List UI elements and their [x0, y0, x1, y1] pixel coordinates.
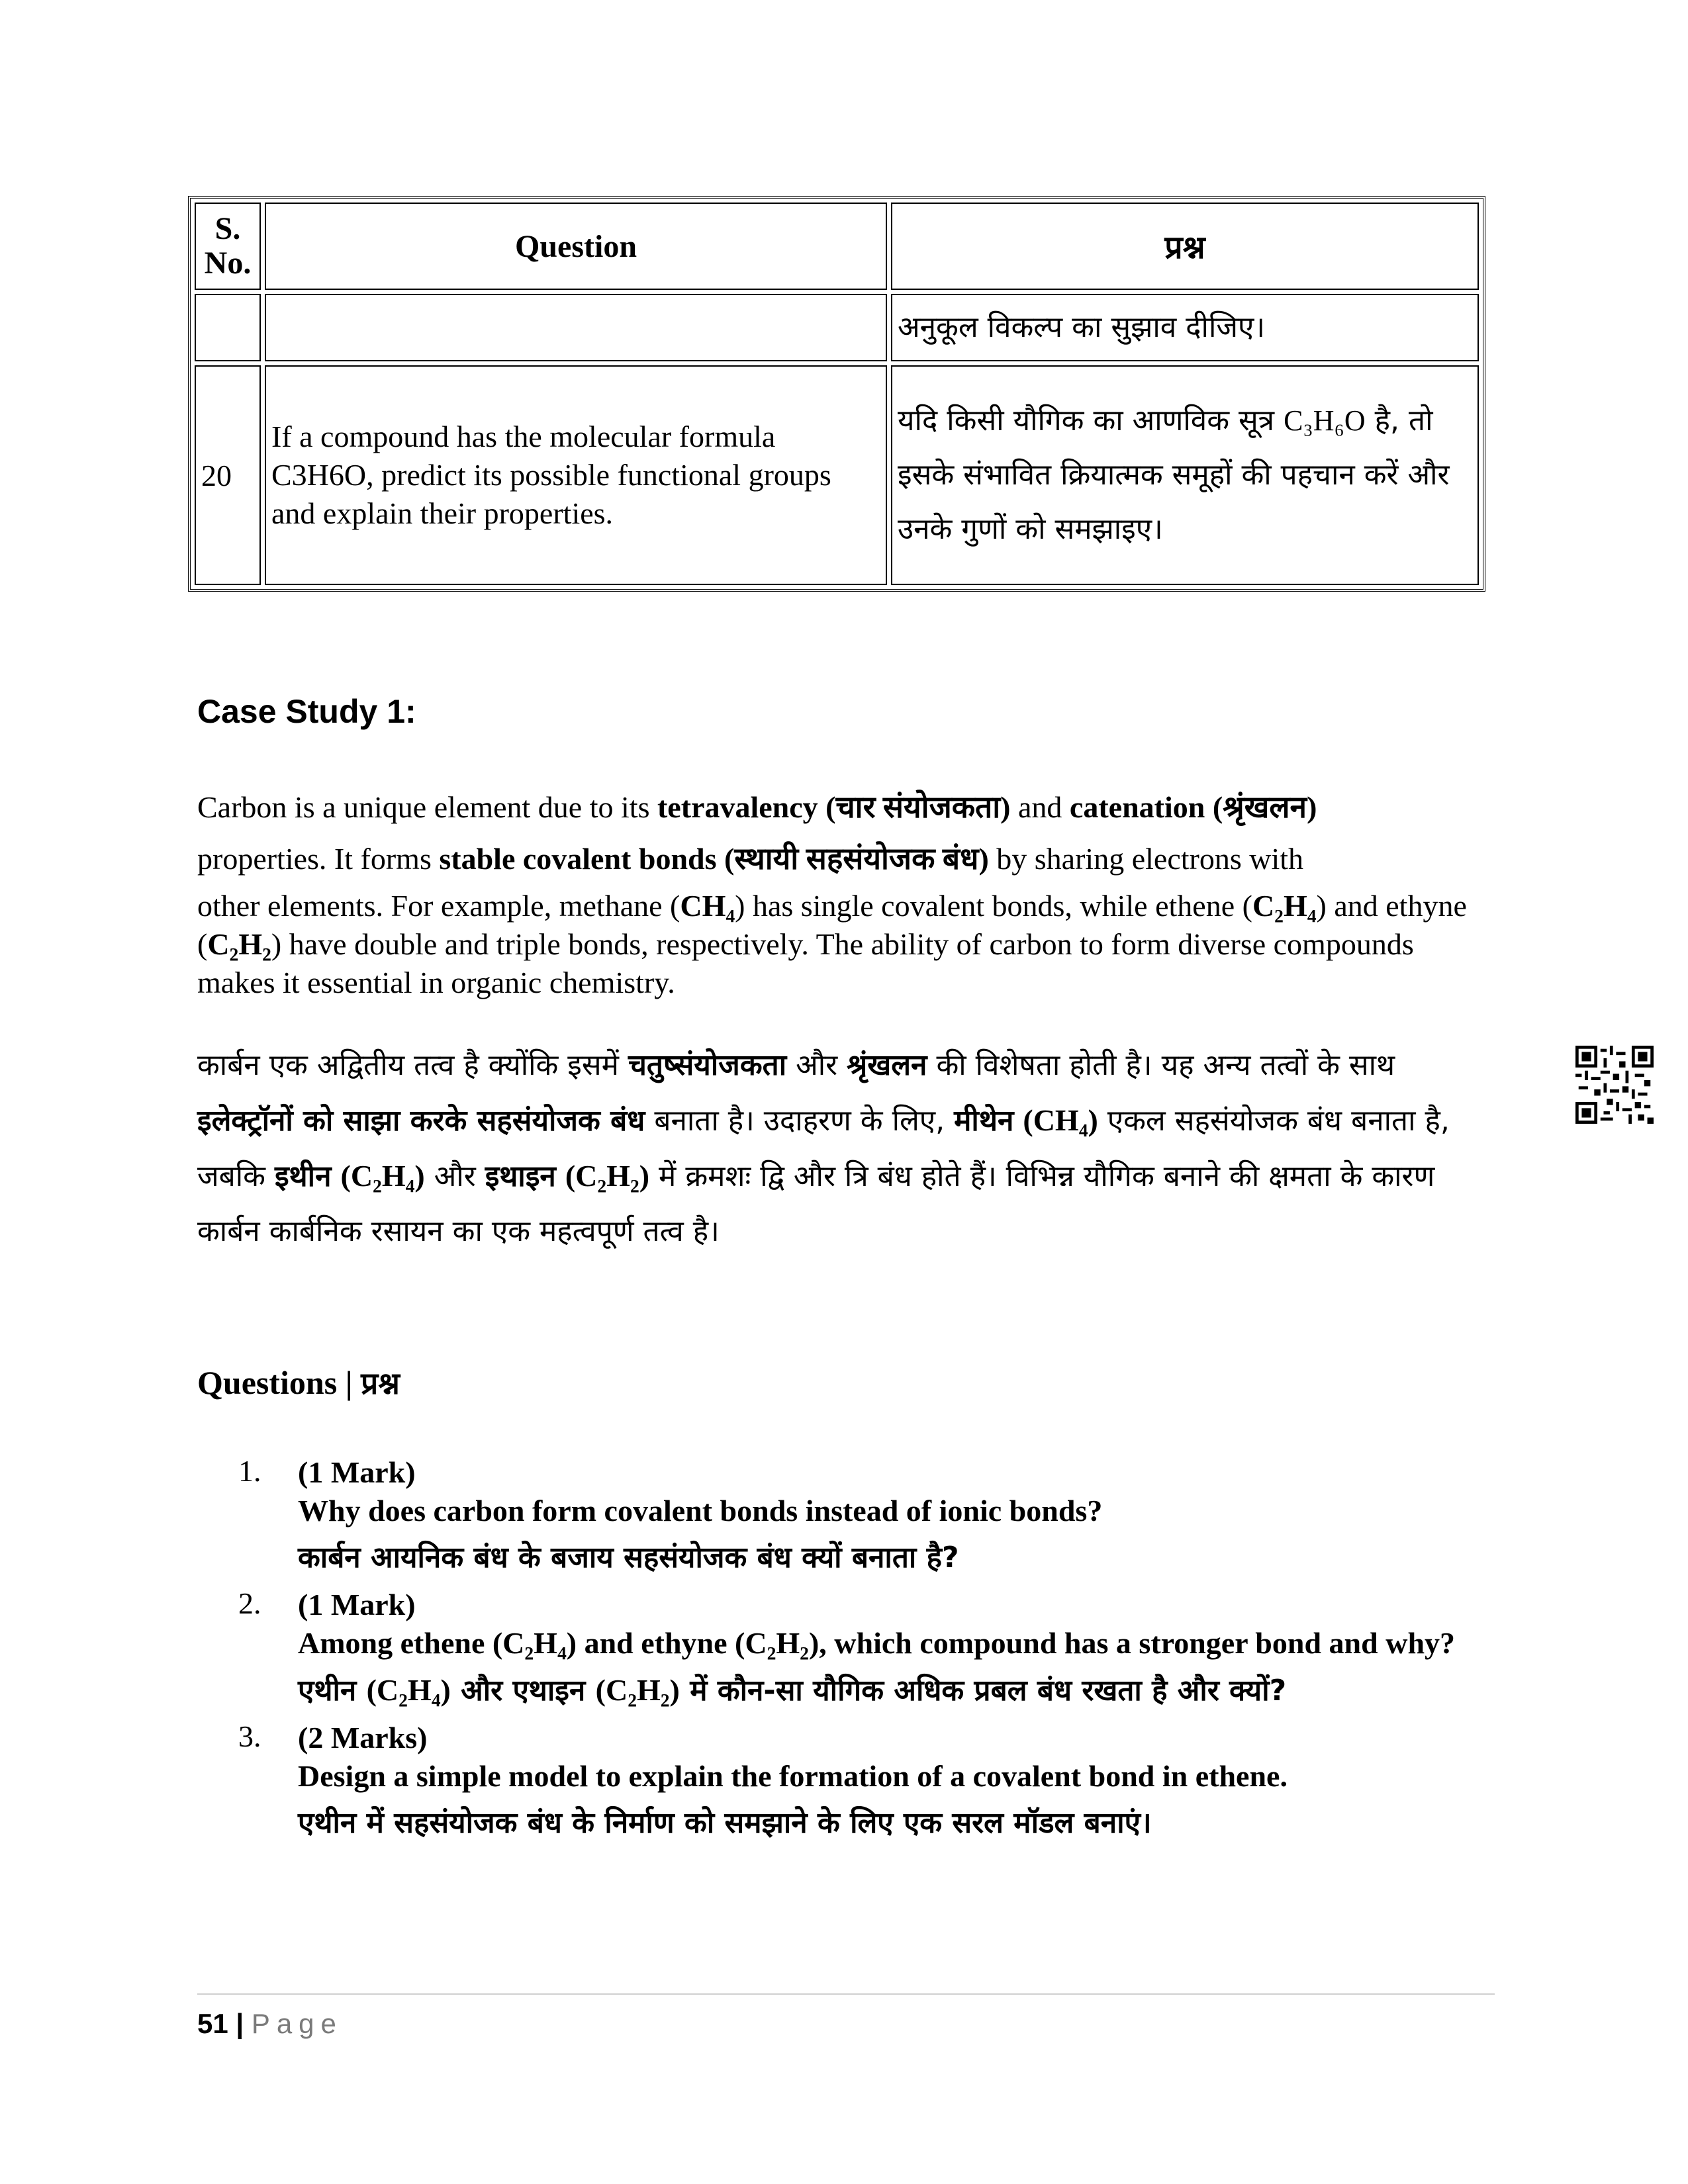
row1-prashn: अनुकूल विकल्प का सुझाव दीजिए। [891, 294, 1479, 361]
case-study-english-paragraph [197, 784, 1495, 1002]
hi-bold: इथाइन [485, 1160, 556, 1193]
row2-prashn [891, 365, 1479, 585]
header-sno: S. No. [195, 203, 261, 290]
en-text: other elements. For example, methane ( [197, 889, 680, 923]
table-header-row [195, 203, 1479, 290]
question-hindi [298, 1662, 1496, 1719]
row2-prashn-formula: C₃H₆O [1284, 404, 1366, 437]
en-text: and [1010, 790, 1070, 824]
question-hindi: एथीन में सहसंयोजक बंध के निर्माण को समझाने के लिए एक सरल मॉडल बनाएं। [298, 1806, 1152, 1840]
hi-text: की विशेषता होती है। यह अन्य तत्वों के साथ [927, 1048, 1395, 1082]
hi-formula: (C₂H₂) [565, 1159, 650, 1193]
en-text: ) has single covalent bonds, while ethene ( [735, 889, 1252, 923]
question-hindi-part: एथीन [298, 1674, 357, 1707]
en-bold-covalent [439, 842, 988, 876]
page-number: 51 [197, 2008, 228, 2039]
footer-separator: | [228, 2008, 252, 2039]
list-item [238, 1453, 1496, 1586]
row2-prashn-pre: यदि किसी यौगिक का आणविक सूत्र [898, 404, 1275, 437]
en-text: ) and ethyne ( [197, 889, 1467, 961]
qr-code [1575, 1046, 1654, 1124]
question-marks: (1 Mark) [298, 1455, 416, 1489]
question-marks: (2 Marks) [298, 1721, 428, 1754]
page-footer [197, 2008, 343, 2040]
hi-bold: इलेक्ट्रॉनों को साझा करके सहसंयोजक बंध [197, 1104, 645, 1138]
en-formula-c2h2: C₂H₂ [207, 927, 271, 961]
question-table [188, 196, 1485, 592]
questions-heading [197, 1362, 400, 1403]
case-study-hindi-paragraph [197, 1038, 1495, 1259]
row1-question [265, 294, 887, 361]
en-formula-ch4: CH₄ [680, 889, 735, 923]
header-prashn: प्रश्न [891, 203, 1479, 290]
hi-text: में क्रमशः द्वि और त्रि बंध होते हैं। विभिन्न यौगिक बनाने की क्षमता के कारण कार्बन कार्बनिक रसायन का एक महत्वपूर्ण तत्व है। [197, 1160, 1435, 1248]
question-number: 1. [238, 1454, 261, 1488]
en-formula-c2h4: C₂H₄ [1252, 889, 1317, 923]
question-english: Why does carbon form covalent bonds instead of ionic bonds? [298, 1494, 1103, 1527]
row1-sno [195, 294, 261, 361]
hi-bold: श्रृंखलन [847, 1048, 927, 1082]
question-hindi-part: और एथाइन [450, 1674, 596, 1707]
en-text: Carbon is a unique element due to its [197, 790, 657, 824]
questions-list [238, 1453, 1496, 1851]
question-hindi-formula: (C₂H₄) [366, 1673, 451, 1707]
header-question: Question [265, 203, 887, 290]
question-hindi: कार्बन आयनिक बंध के बजाय सहसंयोजक बंध क्यों बनाता है? [298, 1541, 959, 1574]
en-bold-catenation [1070, 790, 1317, 824]
row2-sno: 20 [195, 365, 261, 585]
question-english: Design a simple model to explain the formation of a covalent bond in ethene. [298, 1759, 1288, 1793]
en-bold-text: stable covalent bonds (स्थायी सहसंयोजक बंध) [439, 842, 989, 876]
en-bold-text: tetravalency (चार संयोजकता) [657, 790, 1011, 824]
hi-formula: (CH₄) [1023, 1103, 1098, 1137]
row2-prashn-post: है, तो इसके संभावित क्रियात्मक समूहों की पहचान करें और उनके गुणों को समझाइए। [898, 404, 1450, 546]
row2-question: If a compound has the molecular formula C3H6O, predict its possible functional groups and explain their properties. [265, 365, 887, 585]
hi-text: बनाता है। उदाहरण के लिए, [645, 1104, 955, 1138]
case-study-title: Case Study 1: [197, 693, 416, 730]
hi-text: और [786, 1048, 847, 1082]
list-item [238, 1586, 1496, 1719]
hi-bold: चतुष्संयोजकता [628, 1048, 787, 1082]
hi-bold: इथीन [274, 1160, 332, 1193]
en-bold-text: catenation (श्रृंखलन) [1069, 790, 1317, 824]
table-row [195, 365, 1479, 585]
en-bold-tetravalency [657, 790, 1011, 824]
hi-bold: मीथेन [954, 1104, 1014, 1138]
question-number: 2. [238, 1586, 261, 1620]
hi-text: एकल सहसंयोजक बंध बनाता है, जबकि [197, 1104, 1450, 1193]
table-row [195, 294, 1479, 361]
question-english: Among ethene (C₂H₄) and ethyne (C₂H₂), which compound has a stronger bond and why? [298, 1626, 1456, 1660]
page-word: Page [251, 2008, 343, 2039]
hi-text: कार्बन एक अद्वितीय तत्व है क्योंकि इसमें [197, 1048, 628, 1082]
question-number: 3. [238, 1719, 261, 1753]
en-text: properties. It forms [197, 842, 440, 876]
en-text: ) have double and triple bonds, respectively. The ability of carbon to form diverse compounds makes it essential in organic chemistry. [197, 927, 1414, 999]
questions-heading-hi: प्रश्न [361, 1365, 400, 1401]
footer-divider [197, 1993, 1495, 1995]
list-item [238, 1719, 1496, 1851]
question-hindi-part: में कौन-सा यौगिक अधिक प्रबल बंध रखता है और क्यों? [679, 1674, 1287, 1707]
en-text: by sharing electrons with [988, 842, 1304, 876]
hi-formula: (C₂H₄) [340, 1159, 425, 1193]
question-hindi-formula: (C₂H₂) [595, 1673, 680, 1707]
question-marks: (1 Mark) [298, 1588, 416, 1621]
questions-heading-en: Questions | [197, 1364, 361, 1401]
hi-text: और [424, 1160, 485, 1193]
